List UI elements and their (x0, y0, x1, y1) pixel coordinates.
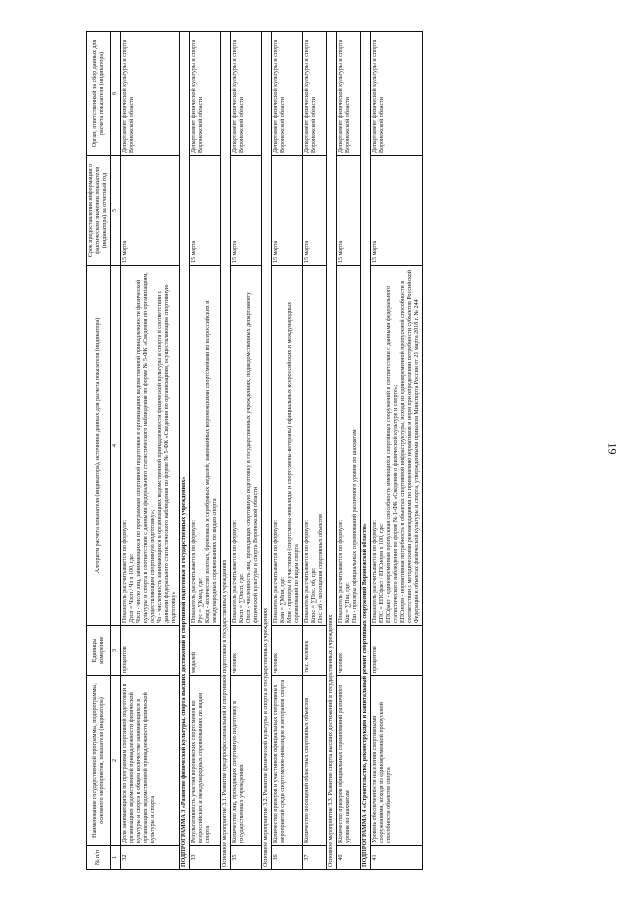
algorithm-line: Чзсп - число лиц, занимающихся по программам спортивной подготовки в организациях ведомственной принадлежности физической культуры и спорта в соответствии с данными федерального статистического наблюдения по форме № 5-ФК «Сведения по организациям, осуществляющим спортивную подготовку»; (136, 272, 156, 623)
indicator-unit: медалей (190, 626, 221, 676)
indicator-deadline: 15 марта (272, 156, 303, 266)
algorithm-line: Показатель рассчитывается по формуле: (232, 519, 238, 623)
indicator-algorithm (303, 266, 327, 626)
indicator-unit: тыс. человек (303, 626, 327, 676)
subprogram-title: ПОДПРОГРАММА 3 «Развитие физической культуры, спорта высших достижений и спортивной подготовки в государственных учреждениях» (180, 32, 190, 870)
indicator-organ: Департамент физической культуры и спорта Воронежской области (190, 32, 221, 156)
page-number: 19 (605, 442, 620, 455)
indicator-deadline: 15 марта (231, 156, 262, 266)
activity-title: Основное мероприятие 3.3. Развитие спорта высших достижений в государственных учреждениях (327, 32, 337, 870)
col-number: 6 (111, 32, 121, 156)
subprogram-row (180, 32, 190, 870)
indicator-algorithm (231, 266, 262, 626)
indicator-name: Уровень обеспеченности населения спортивными сооружениями, исходя из единовременной пропускной способности объектов спорта (371, 676, 423, 846)
algorithm-line: Показатель рассчитывается по формуле: (273, 519, 279, 623)
indicator-organ: Департамент физической культуры и спорта Воронежской области (337, 32, 361, 156)
indicators-table (86, 31, 423, 870)
algorithm-line: Дзсп = Чзсп / Чз х 100, где: (129, 553, 135, 623)
header-unit: Единицы измерения (87, 626, 111, 676)
activity-row (221, 32, 231, 870)
indicator-unit: человек (337, 626, 361, 676)
indicator-algorithm (272, 266, 303, 626)
indicator-algorithm (371, 266, 423, 626)
algorithm-line: Мпи - призеры и участники (спортсмены-инвалиды и спортсмены-ветераны) официальных всероссийских и международных соревнований по видам спорта (287, 301, 300, 623)
col-number: 1 (111, 846, 121, 870)
algorithm-line: Показатель рассчитывается по формуле: (122, 519, 128, 623)
col-number: 5 (111, 156, 121, 266)
algorithm-line: Кпос = ∑Пос. об, где: (311, 567, 317, 623)
indicator-name: Результативность участия воронежских спортсменов во всероссийских и международных соревнованиях по видам спорта (190, 676, 221, 846)
algorithm-line: Кш = ∑Пш, где: (345, 582, 351, 623)
activity-row (262, 32, 272, 870)
algorithm-line: Чз - численность занимающихся в организациях ведомственной принадлежности физической культуры и спорта в соответствии с данными федерального статистического наблюдения по форме № 5-ФК «Сведения по организациям, осуществляющим спортивную подготовку» (157, 284, 177, 623)
algorithm-line: Кми = ∑Мпи, где: (280, 577, 286, 623)
algorithm-line: Пш - призеры официальных соревнований различного уровня по шахматам (352, 429, 358, 623)
indicator-name: Доля занимающихся по программам спортивной подготовки в организациях ведомственной принадлежности физической культуры и спорта в общем количестве занимающихся в организациях ведомственной принадлежности физической культуры и спорта (121, 676, 180, 846)
algorithm-line: Показатель рассчитывается по формуле: (338, 519, 344, 623)
table-body (121, 32, 423, 870)
header-deadline: Срок предоставления информации о фактическом значении показателя (индикатора) за отчетный год (87, 156, 111, 266)
indicator-deadline: 15 марта (371, 156, 423, 266)
header-num: № п/п (87, 846, 111, 870)
algorithm-line: ЕПСфакт - единовременная пропускная способность имеющихся спортивных сооружений в соответствии с данными федерального статистического наблюдения по форме № 1-ФК «Сведения о физической культуре и спорте»; (386, 285, 399, 623)
activity-title: Основное мероприятие 3.1. Развитие предпрофессиональной и спортивной подготовки в государственных учреждениях (221, 32, 231, 870)
row-number: 32 (121, 846, 180, 870)
indicator-unit: процентов (121, 626, 180, 676)
indicator-name: Количество посещений областных спортивных объектов (303, 676, 327, 846)
algorithm-line: Показатель рассчитывается по формуле: (372, 519, 378, 623)
row-number: 33 (190, 846, 221, 870)
indicator-organ: Департамент физической культуры и спорта Воронежской области (121, 32, 180, 156)
algorithm-line: Опсп - численность лиц, проходящих спортивную подготовку в государственных учреждениях, подведомственных департаменту физической культуры и спорта Воронежской области (246, 291, 259, 623)
algorithm-line: Пос. об - посещения спортивных объектов (318, 513, 324, 623)
table-row (303, 32, 327, 870)
indicator-algorithm (337, 266, 361, 626)
table-header-row (87, 32, 111, 870)
indicator-algorithm (121, 266, 180, 626)
algorithm-line: ЕПС = ЕПСфакт / ЕПСнорм х 100, где: (379, 523, 385, 623)
algorithm-line: Показатель рассчитывается по формуле: (304, 519, 310, 623)
rotated-table-container (86, 32, 534, 870)
indicator-organ: Департамент физической культуры и спорта Воронежской области (272, 32, 303, 156)
col-number: 3 (111, 626, 121, 676)
algorithm-line: Показатель рассчитывается по формуле: (191, 519, 197, 623)
header-algorithm: Алгоритм расчета показателя (индикатора), источники данных для расчета показателя (индикатора) (87, 266, 111, 626)
header-name: Наименование государственной программы, подпрограммы, основного мероприятия, показателя (индикатора) (87, 676, 111, 846)
indicator-unit: процентов (371, 626, 423, 676)
indicator-organ: Департамент физической культуры и спорта Воронежской области (371, 32, 423, 156)
table-row (231, 32, 262, 870)
col-number: 4 (111, 266, 121, 626)
row-number: 35 (231, 846, 262, 870)
column-number-row (111, 32, 121, 870)
activity-row (327, 32, 337, 870)
table-row (371, 32, 423, 870)
table-row (121, 32, 180, 870)
indicator-name: Количество лиц, проходящих спортивную подготовку в государственных учреждениях (231, 676, 262, 846)
row-number: 37 (303, 846, 327, 870)
algorithm-line: Рус = ∑Кмед, где: (198, 577, 204, 623)
indicator-deadline: 15 марта (121, 156, 180, 266)
indicator-unit: человек (272, 626, 303, 676)
row-number: 36 (272, 846, 303, 870)
indicator-deadline: 15 марта (337, 156, 361, 266)
col-number: 2 (111, 676, 121, 846)
algorithm-line: ЕПСнорм - нормативная потребность в объектах спортивной инфраструктуры, исходя из единовременной пропускной способности в соответствии с методическими рекомендациями по применению нормативов и норм при определении потребности субъектов Российской Федерации в объектах физической культуры и спорта, утвержденными приказом Минспорта России от 21 марта 2018 г. № 244 (400, 270, 420, 623)
table-row (190, 32, 221, 870)
indicator-organ: Департамент физической культуры и спорта Воронежской области (303, 32, 327, 156)
indicator-algorithm (190, 266, 221, 626)
indicator-name: Количество призеров и участников официальных спортивных мероприятий среди спортсменов-инвалидов и ветеранов спорта (272, 676, 303, 846)
subprogram-title: ПОДПРОГРАММА 4 «Строительство, реконструкция и капитальный ремонт спортивных сооружений Воронежской области» (361, 32, 371, 870)
indicator-deadline: 15 марта (190, 156, 221, 266)
subprogram-row (361, 32, 371, 870)
table-row (337, 32, 361, 870)
indicator-organ: Департамент физической культуры и спорта Воронежской области (231, 32, 262, 156)
activity-title: Основное мероприятие 3.2. Развитие физической культуры и спорта в государственных учреждениях (262, 32, 272, 870)
indicator-unit: человек (231, 626, 262, 676)
algorithm-line: Кмед - количество золотых, бронзовых и серебряных медалей, завоеванных воронежскими спортсменами во всероссийских и международных соревнованиях по видам спорта (205, 300, 218, 623)
algorithm-line: Кпсп = ∑Опсп, где: (239, 573, 245, 623)
table-row (272, 32, 303, 870)
header-organ: Орган, ответственный за сбор данных для расчета показателя (индикатора) (87, 32, 111, 156)
indicator-deadline: 15 марта (303, 156, 327, 266)
row-number: 41 (371, 846, 423, 870)
indicator-name: Количество призеров официальных соревнований различного уровня по шахматам (337, 676, 361, 846)
row-number: 40 (337, 846, 361, 870)
